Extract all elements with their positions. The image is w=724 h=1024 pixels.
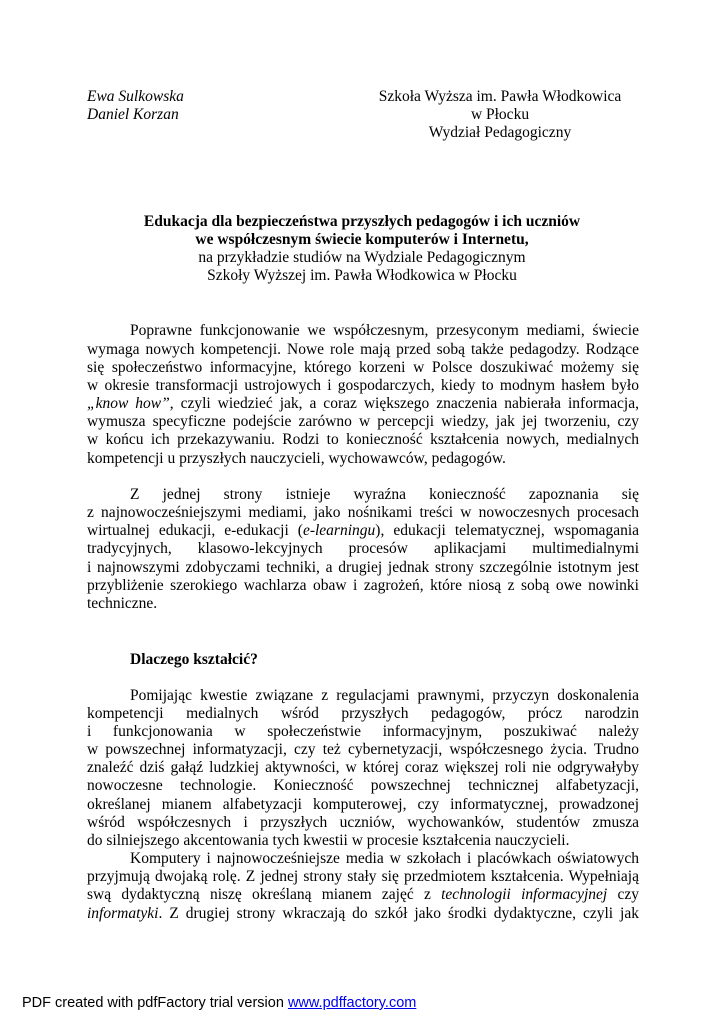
author-2: Daniel Korzan: [87, 106, 179, 123]
italic-phrase: „know how”: [87, 395, 170, 412]
text-line: [87, 395, 639, 413]
text-line: w okresie transformacji ustrojowych i gospodarczych, kiedy to modnym hasłem było: [87, 377, 639, 394]
section-heading: Dlaczego kształcić?: [130, 651, 258, 668]
text-line: przyjmują dwojaką rolę. Z jednej strony stały się przedmiotem kształcenia. Wypełniają: [87, 868, 639, 885]
text-line: kompetencji u przyszłych nauczycieli, wychowawców, pedagogów.: [87, 450, 506, 467]
text-line: wśród współczesnych i przyszłych uczniów, wychowanków, studentów zmusza: [87, 814, 639, 831]
text-line: Z jednej strony istnieje wyraźna konieczność zapoznania się: [130, 486, 639, 503]
footer-link[interactable]: www.pdffactory.com: [287, 995, 417, 1011]
text-line: w powszechnej informatyzacji, czy też cybernetyzacji, współczesnego życia. Trudno: [87, 741, 639, 758]
text-line: przybliżenie szerokiego wachlarza obaw i zagrożeń, które niosą z sobą owe nowinki: [87, 577, 639, 594]
author-1: Ewa Sulkowska: [87, 88, 184, 105]
title-line-2: we współczesnym świecie komputerów i Internetu,: [195, 231, 529, 248]
text-run: wirtualnej edukacji, e-edukacji (: [87, 522, 303, 539]
text-line: kompetencji medialnych wśród przyszłych pedagogów, prócz narodzin: [87, 705, 639, 722]
text-line: [87, 522, 639, 540]
text-line: wymaga nowych kompetencji. Nowe role mają przed sobą także pedagodzy. Rodzące: [87, 341, 639, 358]
text-line: Poprawne funkcjonowanie we współczesnym, przesyconym mediami, świecie: [130, 322, 639, 339]
text-line: z najnowocześniejszymi mediami, jako nośnikami treści w nowoczesnych procesach: [87, 504, 639, 521]
text-line: znaleźć dziś gałąź ludzkiej aktywności, w której coraz większej roli nie odgrywałyby: [87, 759, 639, 776]
pdf-footer: [22, 995, 416, 1011]
text-run: czy: [607, 886, 639, 903]
text-line: Pomijając kwestie związane z regulacjami prawnymi, przyczyn doskonalenia: [130, 687, 639, 704]
text-line: w końcu ich przekazywaniu. Rodzi to konieczność kształcenia nowych, medialnych: [87, 431, 639, 448]
italic-phrase: informatyki: [87, 905, 159, 922]
affiliation-faculty: Wydział Pedagogiczny: [428, 124, 572, 141]
footer-text: PDF created with pdfFactory trial version: [22, 995, 288, 1011]
text-line: [87, 886, 639, 904]
text-run: ), edukacji telematycznej, wspomagania: [375, 522, 640, 539]
text-line: i funkcjonowania w społeczeństwie informacyjnym, poszukiwać należy: [87, 723, 639, 740]
affiliation-school: Szkoła Wyższa im. Pawła Włodkowica: [378, 88, 622, 105]
subtitle-line-1: na przykładzie studiów na Wydziale Pedagogicznym: [198, 249, 526, 266]
text-line: tradycyjnych, klasowo-lekcyjnych procesów aplikacjami multimedialnymi: [87, 540, 639, 557]
text-line: [87, 905, 639, 923]
subtitle-line-2: Szkoły Wyższej im. Pawła Włodkowica w Płocku: [207, 267, 517, 284]
text-line: nowoczesne technologie. Konieczność powszechnej technicznej alfabetyzacji,: [87, 777, 639, 794]
text-line: Komputery i najnowocześniejsze media w szkołach i placówkach oświatowych: [130, 850, 639, 867]
text-run: , czyli wiedzieć jak, a coraz większego znaczenia nabierała informacja,: [169, 395, 639, 412]
text-line: określanej mianem alfabetyzacji komputerowej, czy informatycznej, prowadzonej: [87, 796, 639, 813]
affiliation-city: w Płocku: [470, 106, 530, 123]
italic-phrase: technologii informacyjnej: [441, 886, 608, 903]
text-run: swą dydaktyczną niszę określaną mianem zajęć z: [87, 886, 442, 903]
text-line: się społeczeństwo informacyjne, którego korzeni w Polsce doszukiwać możemy się: [87, 359, 639, 376]
italic-phrase: e-learningu: [302, 522, 376, 539]
text-run: . Z drugiej strony wkraczają do szkół jako środki dydaktyczne, czyli jak: [158, 905, 639, 922]
text-line: techniczne.: [87, 595, 158, 612]
text-line: i najnowszymi zdobyczami techniki, a drugiej jednak strony szczególnie istotnym jest: [87, 559, 639, 576]
text-line: do silniejszego akcentowania tych kwestii w procesie kształcenia nauczycieli.: [87, 832, 570, 849]
title-line-1: Edukacja dla bezpieczeństwa przyszłych pedagogów i ich uczniów: [143, 213, 581, 230]
text-line: wymusza specyficzne podejście zarówno w percepcji wiedzy, jak jej tworzeniu, czy: [87, 413, 639, 430]
